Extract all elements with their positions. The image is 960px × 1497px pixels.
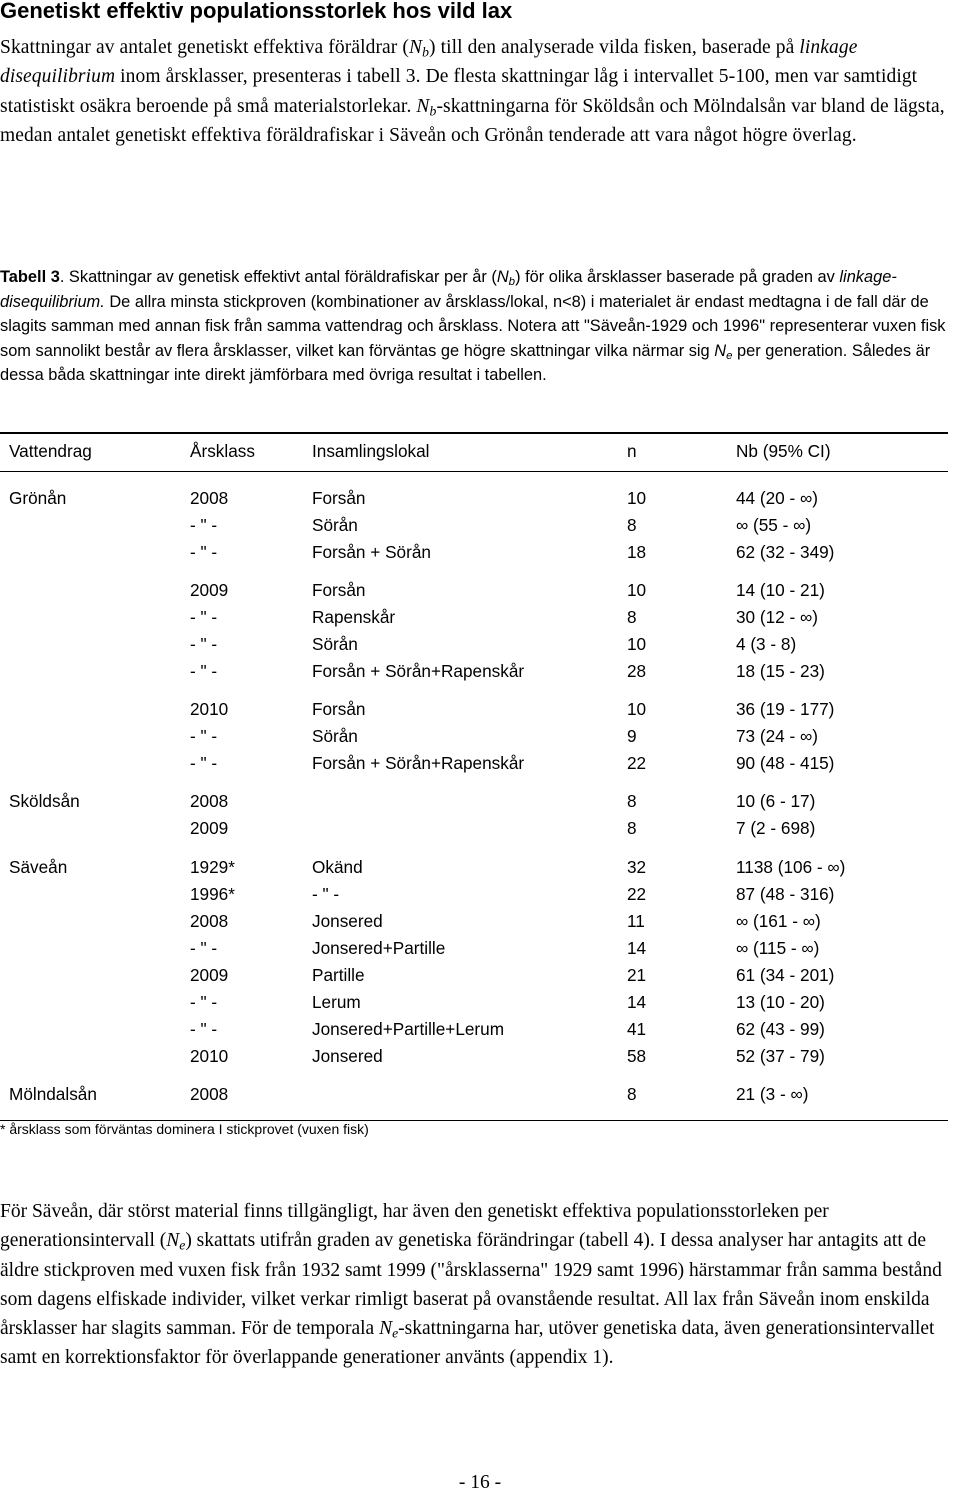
cell-nb: 4 (3 - 8) [736, 634, 797, 654]
cell-arsklass: - " - [190, 753, 218, 773]
cell-insamlingslokal: Partille [312, 965, 365, 985]
cell-n: 10 [627, 488, 647, 508]
intro-paragraph: Skattningar av antalet genetiskt effektiva föräldrar $(N_b)$ till den analyserade vilda fisken, baserade på linkage disequilibrium inom årsklasser, presenteras i tabell 3. De flesta skattningar låg i intervallet 5-100, men var samtidigt statistiskt osäkra beroende på små materialstorlekar. $N_b$-skattningarna för Sköldsån och Mölndalsån var bland de lägsta, medan antalet genetiskt effektiva föräldrafiskar i Säveån och Grönån tenderade att vara något högre överlag. [0, 37, 945, 146]
caption-label: Tabell 3 [0, 268, 60, 286]
cell-insamlingslokal: Jonsered [312, 911, 383, 931]
cell-n: 22 [627, 753, 647, 773]
cell-arsklass: - " - [190, 542, 218, 562]
cell-arsklass: - " - [190, 1019, 218, 1039]
cell-insamlingslokal: Jonsered [312, 1046, 383, 1066]
cell-insamlingslokal: Sörån [312, 726, 358, 746]
column-header-insamlingslokal: Insamlingslokal [312, 441, 430, 461]
cell-n: 8 [627, 515, 637, 535]
cell-arsklass: - " - [190, 661, 218, 681]
cell-n: 9 [627, 726, 637, 746]
cell-nb: ∞ (55 - ∞) [736, 515, 812, 535]
cell-arsklass: 1929* [190, 857, 235, 877]
column-header-vattendrag: Vattendrag [9, 441, 92, 461]
cell-insamlingslokal: Sörån [312, 634, 358, 654]
cell-arsklass: 2010 [190, 1046, 229, 1066]
cell-nb: ∞ (161 - ∞) [736, 911, 821, 931]
cell-n: 11 [627, 911, 645, 931]
cell-insamlingslokal: Forsån [312, 699, 366, 719]
cell-arsklass: 2008 [190, 911, 229, 931]
cell-arsklass: 2009 [190, 965, 229, 985]
cell-n: 8 [627, 1084, 637, 1104]
cell-n: 14 [627, 992, 647, 1012]
cell-nb: 61 (34 - 201) [736, 965, 835, 985]
cell-insamlingslokal: Sörån [312, 515, 358, 535]
cell-arsklass: - " - [190, 992, 218, 1012]
cell-arsklass: 2010 [190, 699, 229, 719]
cell-nb: 1138 (106 - ∞) [736, 857, 846, 877]
cell-insamlingslokal: Jonsered+Partille [312, 938, 446, 958]
cell-nb: 62 (43 - 99) [736, 1019, 825, 1039]
cell-arsklass: - " - [190, 634, 218, 654]
cell-nb: 52 (37 - 79) [736, 1046, 825, 1066]
cell-vattendrag: Säveån [9, 857, 68, 877]
cell-n: 32 [627, 857, 647, 877]
cell-insamlingslokal: Forsån [312, 580, 366, 600]
table-caption: Tabell 3. Skattningar av genetisk effektivt antal föräldrafiskar per år $(N_b)$ för olika årsklasser baserade på graden av linkage-disequilibrium. De allra minsta stickproven (kombinationer av årsklass/lokal, n<8) i materialet är endast medtagna i de fall där de slagits samman med annan fisk från samma vattendrag och årsklass. Notera att "Säveån-1929 och 1996" representerar vuxen fisk som sannolikt består av flera årsklasser, vilket kan förväntas ge högre skattningar vilka närmar sig $N_e$ per generation. Således är dessa båda skattningar inte direkt jämförbara med övriga resultat i tabellen. [0, 268, 946, 385]
cell-arsklass: 2009 [190, 818, 229, 838]
column-header-arsklass: Årsklass [190, 441, 255, 461]
cell-arsklass: 2008 [190, 791, 229, 811]
cell-nb: 90 (48 - 415) [736, 753, 835, 773]
cell-n: 21 [627, 965, 647, 985]
cell-n: 22 [627, 884, 647, 904]
cell-nb: 14 (10 - 21) [736, 580, 825, 600]
cell-n: 10 [627, 634, 647, 654]
cell-arsklass: - " - [190, 726, 218, 746]
cell-n: 8 [627, 607, 637, 627]
cell-insamlingslokal: Okänd [312, 857, 363, 877]
cell-nb: 13 (10 - 20) [736, 992, 825, 1012]
cell-nb: 10 (6 - 17) [736, 791, 816, 811]
table-footnote: * årsklass som förväntas dominera I stickprovet (vuxen fisk) [0, 1121, 369, 1137]
cell-insamlingslokal: Rapenskår [312, 607, 396, 627]
cell-n: 8 [627, 791, 637, 811]
cell-nb: 36 (19 - 177) [736, 699, 835, 719]
cell-n: 10 [627, 699, 647, 719]
cell-n: 18 [627, 542, 647, 562]
cell-insamlingslokal: Lerum [312, 992, 361, 1012]
cell-arsklass: - " - [190, 938, 218, 958]
cell-nb: 87 (48 - 316) [736, 884, 835, 904]
cell-arsklass: 2008 [190, 1084, 229, 1104]
cell-vattendrag: Sköldsån [9, 791, 80, 811]
cell-nb: 30 (12 - ∞) [736, 607, 818, 627]
cell-nb: 62 (32 - 349) [736, 542, 835, 562]
cell-nb: 21 (3 - ∞) [736, 1084, 809, 1104]
cell-n: 41 [627, 1019, 647, 1039]
cell-n: 8 [627, 818, 637, 838]
cell-vattendrag: Mölndalsån [9, 1084, 97, 1104]
cell-n: 10 [627, 580, 647, 600]
body-paragraph: För Säveån, där störst material finns tillgängligt, har även den genetiskt effektiva populationsstorleken per generationsintervall $(N_e)$ skattats utifrån graden av genetiska förändringar (tabell 4). I dessa analyser har antagits att de äldre stickproven med vuxen fisk från 1932 samt 1999 ("årsklasserna" 1929 samt 1996) härstammar från samma bestånd som dagens elfiskade individer, vilket verkar rimligt baserat på ovanstående resultat. All lax från Säveån inom enskilda årsklasser har slagits samman. För de temporala $N_e$-skattningarna har, utöver genetiska data, även generationsintervallet samt en korrektionsfaktor för överlappande generationer använts (appendix 1). [0, 1201, 942, 1369]
cell-n: 28 [627, 661, 647, 681]
cell-nb: 44 (20 - ∞) [736, 488, 818, 508]
page-heading: Genetiskt effektiv populationsstorlek hos vild lax [0, 0, 513, 23]
cell-arsklass: 2008 [190, 488, 229, 508]
cell-nb: 73 (24 - ∞) [736, 726, 818, 746]
page-number: - 16 - [458, 1472, 502, 1493]
cell-insamlingslokal: Forsån + Sörån+Rapenskår [312, 661, 525, 681]
cell-insamlingslokal: Forsån [312, 488, 366, 508]
cell-n: 14 [627, 938, 647, 958]
table-top-rule [0, 432, 948, 434]
cell-nb: ∞ (115 - ∞) [736, 938, 820, 958]
table-header-rule [0, 471, 948, 472]
cell-nb: 18 (15 - 23) [736, 661, 825, 681]
cell-nb: 7 (2 - 698) [736, 818, 816, 838]
cell-arsklass: 1996* [190, 884, 235, 904]
cell-insamlingslokal: Forsån + Sörån+Rapenskår [312, 753, 525, 773]
column-header-n: n [627, 441, 637, 461]
cell-insamlingslokal: - " - [312, 884, 340, 904]
cell-vattendrag: Grönån [9, 488, 67, 508]
column-header-nb: Nb (95% CI) [736, 441, 831, 461]
cell-arsklass: 2009 [190, 580, 229, 600]
cell-arsklass: - " - [190, 607, 218, 627]
cell-insamlingslokal: Jonsered+Partille+Lerum [312, 1019, 505, 1039]
cell-insamlingslokal: Forsån + Sörån [312, 542, 431, 562]
cell-n: 58 [627, 1046, 647, 1066]
cell-arsklass: - " - [190, 515, 218, 535]
